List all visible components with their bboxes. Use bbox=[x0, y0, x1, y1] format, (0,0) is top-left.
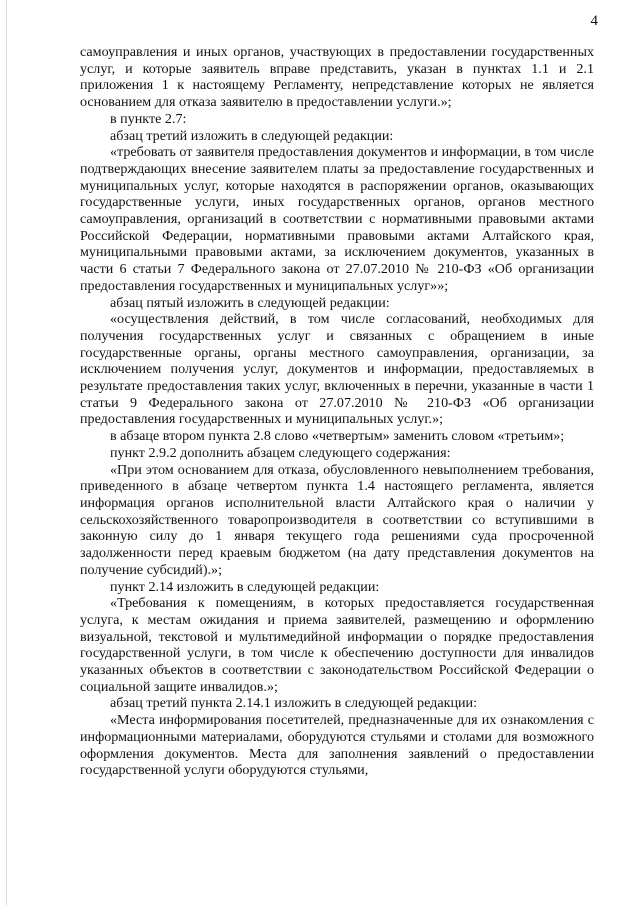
paragraph-clause-2-7: в пункте 2.7: bbox=[110, 110, 187, 127]
paragraph-refusal-grounds: «При этом основанием для отказа, обусловленного невыполнением требования, приведенного в абзаце четвертом пункта 1.4 настоящего регламента, является информация органов исполнительной власти Алтайского края о наличии у сельскохозяйственного товаропроизводителя в соответствии со вступившими в законную силу до 1 января текущего года решениями суда просроченной задолженности перед краевым бюджетом (на дату представления документов на получение субсидий).»; bbox=[80, 461, 594, 578]
paragraph-premises-requirements: «Требования к помещениям, в которых предоставляется государственная услуга, к местам ожидания и приема заявителей, размещению и оформлению визуальной, текстовой и мультимедийной информации о порядке предоставления государственной услуги, в том числе к обеспечению доступности для инвалидов указанных объектов в соответствии с законодательством Российской Федерации о социальной защите инвалидов.»; bbox=[80, 595, 594, 695]
paragraph-clause-2-8: в абзаце втором пункта 2.8 слово «четвертым» заменить словом «третьим»; bbox=[110, 428, 565, 445]
paragraph-actions-requirement: «осуществления действий, в том числе согласований, необходимых для получения государственных услуг и связанных с обращением в иные государственные органы, органы местного самоуправления, организации, за исключением получения услуг, документов и информации, предоставляемых в результате предоставления таких услуг, включенных в перечни, указанные в части 1 статьи 9 Федерального закона от 27.07.2010 № 210-ФЗ «Об организации предоставления государственных и муниципальных услуг.»; bbox=[80, 311, 594, 428]
paragraph-clause-2-14: пункт 2.14 изложить в следующей редакции: bbox=[110, 578, 380, 595]
paragraph-clause-2-9-2: пункт 2.9.2 дополнить абзацем следующего содержания: bbox=[110, 444, 451, 461]
paragraph-third-abzac-instruction: абзац третий изложить в следующей редакции: bbox=[110, 127, 394, 144]
document-body bbox=[80, 44, 594, 779]
paragraph-fifth-abzac-instruction: абзац пятый изложить в следующей редакции: bbox=[110, 294, 390, 311]
paragraph-continuation: самоуправления и иных органов, участвующих в предоставлении государственных услуг, и которые заявитель вправе представить, указан в пунктах 1.1 и 2.1 приложения 1 к настоящему Регламенту, непредставление которых не является основанием для отказа заявителю в предоставлении услуги.»; bbox=[80, 44, 594, 111]
page-number: 4 bbox=[590, 13, 598, 29]
paragraph-documents-requirement: «требовать от заявителя предоставления документов и информации, в том числе подтверждающих внесение заявителем платы за предоставление государственных и муниципальных услуг, которые находятся в распоряжении органов, оказывающих государственные услуги, иных государственных органов, органов местного самоуправления, организаций в соответствии с нормативными правовыми актами Российской Федерации, нормативными правовыми актами Алтайского края, муниципальными правовыми актами, за исключением документов, указанных в части 6 статьи 7 Федерального закона от 27.07.2010 № 210-ФЗ «Об организации предоставления государственных и муниципальных услуг»»; bbox=[80, 144, 594, 294]
paragraph-clause-2-14-1: абзац третий пункта 2.14.1 изложить в следующей редакции: bbox=[110, 695, 477, 712]
scan-edge-line bbox=[6, 0, 7, 905]
paragraph-information-places: «Места информирования посетителей, предназначенные для их ознакомления с информационными материалами, оборудуются стульями и столами для возможного оформления документов. Места для заполнения заявлений о предоставлении государственной услуги оборудуются стульями, bbox=[80, 712, 594, 779]
